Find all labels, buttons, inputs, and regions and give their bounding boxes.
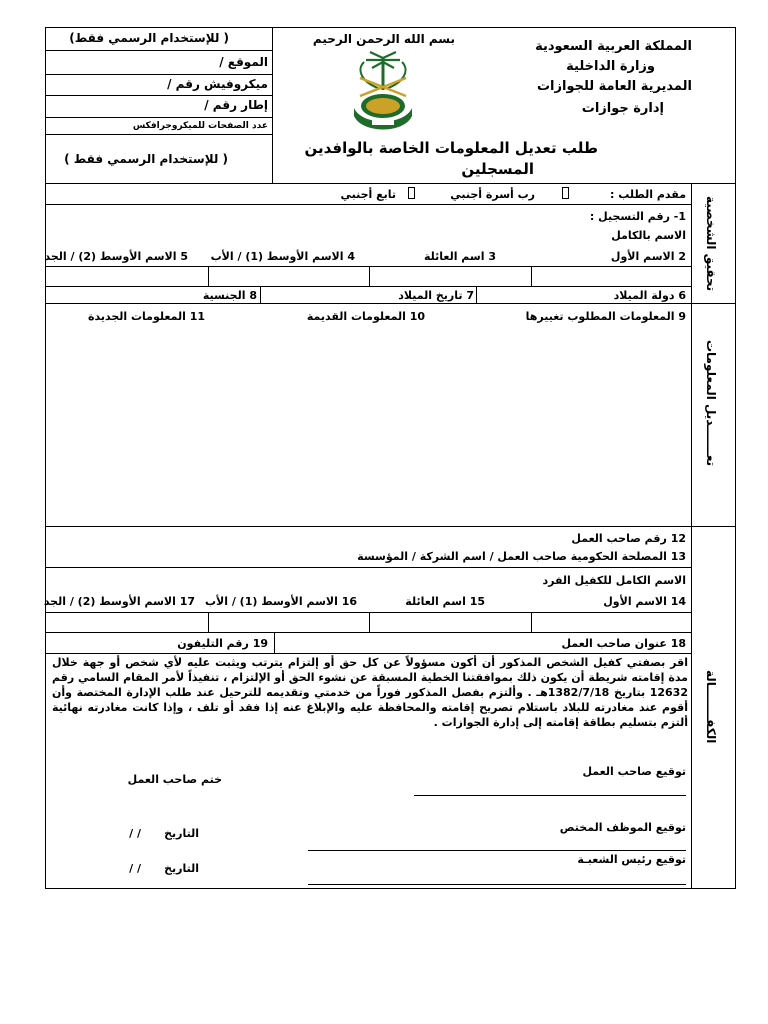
sponsor-family-name-input[interactable] <box>370 613 530 632</box>
sponsor-first-name-input[interactable] <box>532 613 690 632</box>
employer-row-bottom <box>45 567 691 568</box>
sponsor-middle-2-label: 17 الاسم الأوسط (2) / الجد <box>43 595 195 608</box>
head-signature-label: توقيع رئيس الشعبـة <box>577 853 686 866</box>
middle-name-2-label: 5 الاسم الأوسط (2) / الجد <box>44 250 188 263</box>
address-col <box>274 632 275 653</box>
dependent-checkbox[interactable] <box>408 187 415 199</box>
date-label-1: التاريخ <box>164 827 199 840</box>
phone-label: 19 رقم التليفون <box>177 637 268 650</box>
family-name-label: 3 اسم العائلة <box>423 250 496 263</box>
identity-section-bottom <box>45 303 736 304</box>
official-line-1 <box>45 50 272 51</box>
employer-signature-line[interactable] <box>414 795 686 796</box>
family-name-input[interactable] <box>370 267 530 286</box>
frame-no-label: إطار رقم / <box>204 98 268 112</box>
identity-side-label: تحقيق الشخصية <box>704 196 718 292</box>
sponsor-first-name-label: 14 الاسم الأول <box>603 595 686 608</box>
sponsor-middle-1-input[interactable] <box>209 613 368 632</box>
official-line-3 <box>45 95 272 96</box>
head-of-family-checkbox[interactable] <box>562 187 569 199</box>
nationality-label: 8 الجنسية <box>202 289 257 302</box>
employer-address-label: 18 عنوان صاحب العمل <box>561 637 686 650</box>
name-row-bottom <box>45 286 691 287</box>
date-blank-2[interactable]: / / <box>129 862 141 875</box>
birth-country-label: 6 دولة الميلاد <box>613 289 686 302</box>
employer-signature-label: توقيع صاحب العمل <box>582 765 686 778</box>
sponsor-full-name-label: الاسم الكامل للكفيل الفرد <box>542 574 686 587</box>
header-divider <box>272 27 273 183</box>
info-to-change-label: 9 المعلومات المطلوب تغييرها <box>525 310 686 323</box>
new-info-label: 11 المعلومات الجديدة <box>88 310 205 323</box>
header-bottom-line <box>45 183 736 184</box>
sponsor-middle-2-input[interactable] <box>46 613 207 632</box>
employer-agency-label: 13 المصلحة الحكومية صاحب العمل / اسم الشركة / المؤسسة <box>357 550 686 563</box>
officer-signature-line[interactable] <box>308 850 686 851</box>
birth-date-label: 7 تاريخ الميلاد <box>398 289 474 302</box>
basmala: بسم الله الرحمن الرحيم <box>312 32 455 46</box>
first-name-label: 2 الاسم الأول <box>610 250 686 263</box>
modify-info-area[interactable] <box>46 325 690 525</box>
official-use-bottom: ( للإستخدام الرسمي فقط ) <box>64 152 228 166</box>
birth-col-2 <box>260 286 261 303</box>
official-line-5 <box>45 134 272 135</box>
sponsor-family-name-label: 15 اسم العائلة <box>405 595 485 608</box>
head-signature-line[interactable] <box>308 884 686 885</box>
official-use-top: ( للإستخدام الرسمي فقط) <box>69 31 229 45</box>
passports-emblem-icon <box>348 48 418 130</box>
sponsor-middle-1-label: 16 الاسم الأوسط (1) / الأب <box>204 595 357 608</box>
address-row-bottom <box>45 653 691 654</box>
gov-line-1: المملكة العربية السعودية <box>535 39 692 54</box>
employer-no-label: 12 رقم صاحب العمل <box>571 532 686 545</box>
date-label-2: التاريخ <box>164 862 199 875</box>
gov-line-2: وزارة الداخلية <box>566 59 655 74</box>
sponsor-side-label: الكفــــــــالة <box>704 670 718 744</box>
dependent-label: تابع أجنبي <box>340 188 396 201</box>
official-line-2 <box>45 74 272 75</box>
full-name-label: الاسم بالكامل <box>611 229 686 242</box>
gov-line-3: المديرية العامة للجوازات <box>536 79 692 94</box>
registration-no-label: 1- رقم التسجيل : <box>589 210 686 223</box>
date-blank-1[interactable]: / / <box>129 827 141 840</box>
head-of-family-label: رب أسرة أجنبي <box>450 188 535 201</box>
form-title-line-1: طلب تعديل المعلومات الخاصة بالوافدين <box>304 139 598 157</box>
gov-line-4: إدارة جوازات <box>581 101 664 116</box>
middle-name-1-input[interactable] <box>209 267 368 286</box>
microfiche-label: ميكروفيش رقم / <box>167 77 268 91</box>
pages-count-label: عدد الصفحات للميكروجرافكس <box>132 121 268 131</box>
birth-col-1 <box>476 286 477 303</box>
official-line-4 <box>45 117 272 118</box>
modify-side-label: تعـــــــديل المعلومات <box>704 340 718 467</box>
applicant-label: مقدم الطلب : <box>610 188 686 201</box>
middle-name-2-input[interactable] <box>46 267 207 286</box>
location-label: الموقع / <box>219 55 268 69</box>
employer-stamp-label: ختم صاحب العمل <box>127 773 222 786</box>
old-info-label: 10 المعلومات القديمة <box>306 310 425 323</box>
sponsor-name-row-bottom <box>45 632 691 633</box>
sponsor-pledge-text: اقر بصفتي كفيل الشخص المذكور أن أكون مسؤولاً عن كل حق أو إلتزام يترتب ويثبت عليه لأي شخص أو جهة خلال مدة إقامته شريطة أن يكون ذلك بموافقتنا الخطية المسبقة عن نشوء الحق أو الإلتزام ، تنفيذاً لأمر المقام السامي رقم 12632 بتاريخ 1382/7/18هـ . وألتزم بفصل المذكور فوراً من خدمتي وتقديمه للترحيل عند طلب الإدارة المختصة وأن أقوم عند مغادرته للبلاد باستلام تصريح إقامته والمحافظة عليه والإبلاغ عنه إذا فقد أو تلف ، وإذا كانت مغادرته نهائية ألتزم بتسليم بطاقة إقامته إلى إدارة الجوازات . <box>52 656 688 729</box>
applicant-row-bottom <box>45 204 691 205</box>
first-name-input[interactable] <box>532 267 690 286</box>
modify-section-bottom <box>45 526 736 527</box>
officer-signature-label: توقيع الموظف المختص <box>559 821 686 834</box>
middle-name-1-label: 4 الاسم الأوسط (1) / الأب <box>210 250 355 263</box>
side-column-divider <box>691 183 692 889</box>
form-title-line-2: المسجلين <box>461 160 534 178</box>
